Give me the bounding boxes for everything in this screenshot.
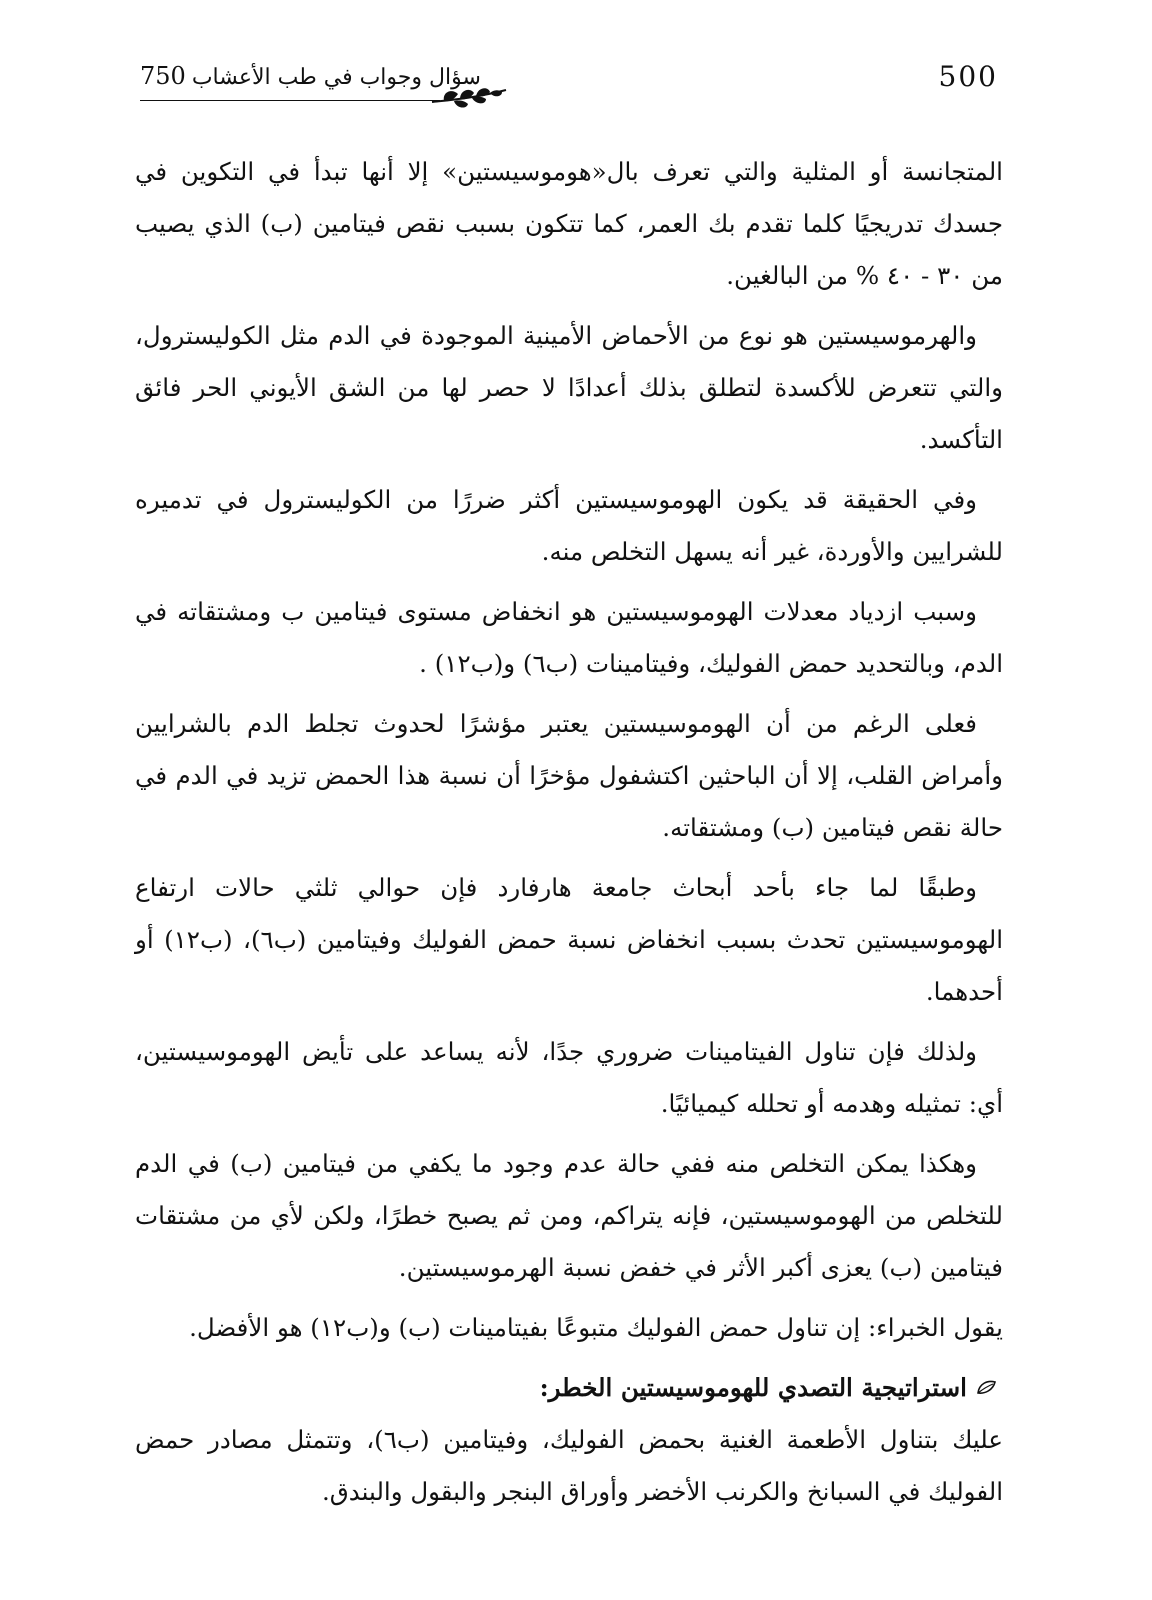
running-title-text: سؤال وجواب في طب الأعشاب (191, 65, 481, 90)
running-title-number: 750 (140, 62, 186, 90)
header-rule (140, 100, 440, 101)
section-heading (135, 1362, 1003, 1414)
paragraph-4: وسبب ازدياد معدلات الهوموسيستين هو انخفاض مستوى فيتامين ب ومشتقاته في الدم، وبالتحديد حمض الفوليك، وفيتامينات (ب٦) و(ب١٢) . (135, 597, 1003, 678)
paragraph-6: وطبقًا لما جاء بأحد أبحاث جامعة هارفارد فإن حوالي ثلثي حالات ارتفاع الهوموسيستين تحدث بسبب انخفاض نسبة حمض الفوليك وفيتامين (ب٦)، (ب١٢) أو أحدهما. (135, 873, 1003, 1006)
page-number: 500 (938, 60, 998, 93)
paragraph-7: ولذلك فإن تناول الفيتامينات ضروري جدًا، لأنه يساعد على تأيض الهوموسيستين، أي: تمثيله وهدمه أو تحلله كيميائيًا. (135, 1037, 1003, 1118)
paragraph-1: المتجانسة أو المثلية والتي تعرف بال«هوموسيستين» إلا أنها تبدأ في التكوين في جسدك تدريجيًا كلما تقدم بك العمر، كما تتكون بسبب نقص فيتامين (ب) الذي يصيب من ٣٠ - ٤٠ % من البالغين. (135, 157, 1003, 290)
page-header (140, 58, 1002, 114)
paragraph-3: وفي الحقيقة قد يكون الهوموسيستين أكثر ضررًا من الكوليسترول في تدميره للشرايين والأوردة، غير أنه يسهل التخلص منه. (135, 485, 1003, 566)
paragraph-8: وهكذا يمكن التخلص منه ففي حالة عدم وجود ما يكفي من فيتامين (ب) في الدم للتخلص من الهوموسيستين، فإنه يتراكم، ومن ثم يصبح خطرًا، ولكن لأي من مشتقات فيتامين (ب) يعزى أكبر الأثر في خفض نسبة الهرموسيستين. (135, 1149, 1003, 1282)
paragraph-2: والهرموسيستين هو نوع من الأحماض الأمينية الموجودة في الدم مثل الكوليسترول، والتي تتعرض للأكسدة لتطلق بذلك أعدادًا لا حصر لها من الشق الأيوني الحر فائق التأكسد. (135, 321, 1003, 454)
paragraph-9: يقول الخبراء: إن تناول حمض الفوليك متبوعًا بفيتامينات (ب) و(ب١٢) هو الأفضل. (189, 1313, 1003, 1342)
section-heading-text: استراتيجية التصدي للهوموسيستين الخطر: (539, 1373, 967, 1402)
page-body (135, 146, 1003, 1526)
leaf-bullet-icon (975, 1378, 997, 1398)
leaf-branch-icon (430, 84, 510, 114)
section-body: عليك بتناول الأطعمة الغنية بحمض الفوليك، وفيتامين (ب٦)، وتتمثل مصادر حمض الفوليك في السبانخ والكرنب الأخضر وأوراق البنجر والبقول والبندق. (135, 1425, 1004, 1506)
paragraph-5: فعلى الرغم من أن الهوموسيستين يعتبر مؤشرًا لحدوث تجلط الدم بالشرايين وأمراض القلب، إلا أن الباحثين اكتشفول مؤخرًا أن نسبة هذا الحمض تزيد في الدم في حالة نقص فيتامين (ب) ومشتقاته. (135, 709, 1003, 842)
